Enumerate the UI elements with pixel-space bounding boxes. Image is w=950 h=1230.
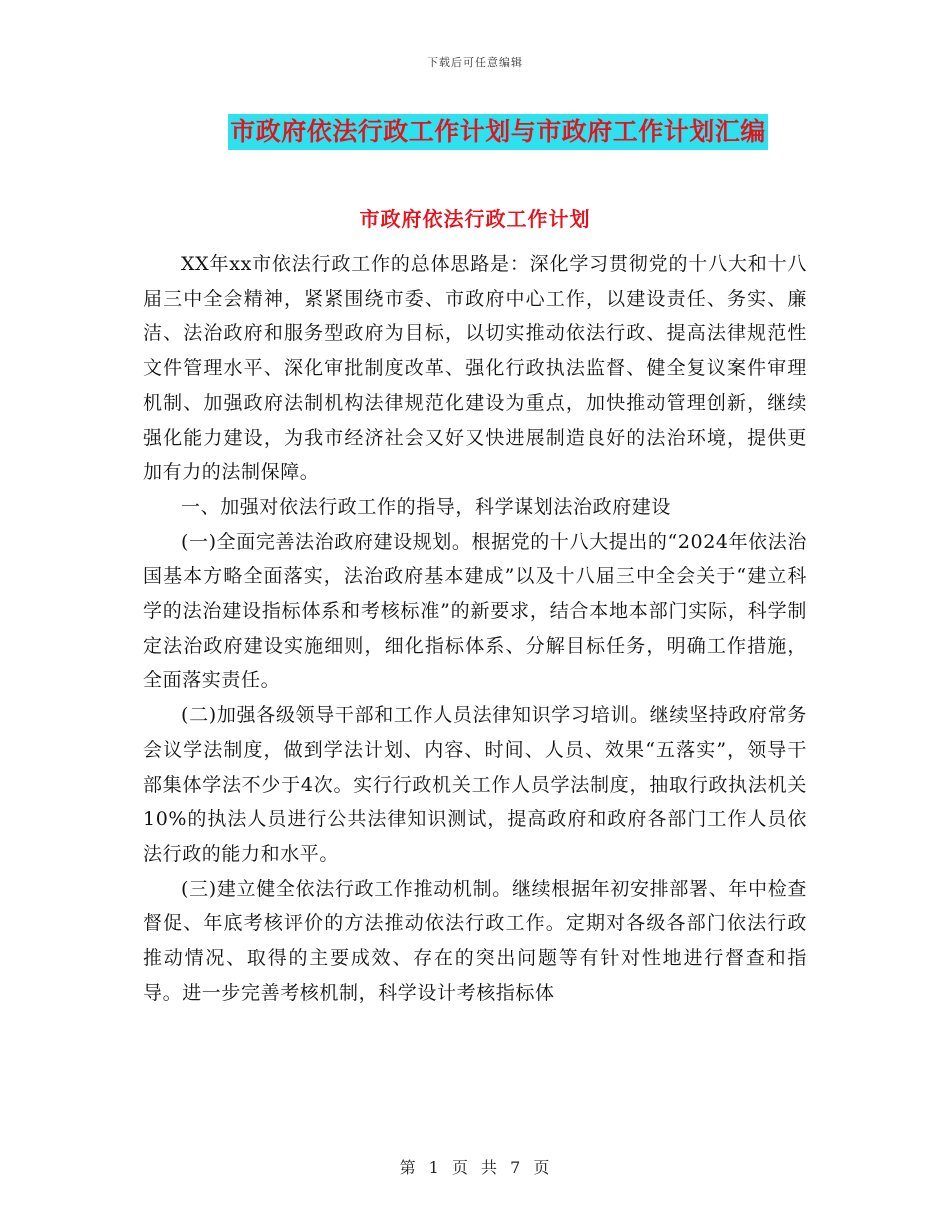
main-title-container bbox=[0, 114, 950, 150]
main-title: 市政府依法行政工作计划与市政府工作计划汇编 bbox=[228, 114, 768, 150]
paragraph-item-1: (一)全面完善法治政府建设规划。根据党的十八大提出的“2024年依法治国基本方略全面落实，法治政府基本建成”以及十八届三中全会关于“建立科学的法治建设指标体系和考核标准”的新要求，结合本地本部门实际，科学制定法治政府建设实施细则，细化指标体系、分解目标任务，明确工作措施，全面落实责任。 bbox=[143, 530, 807, 692]
paragraph-heading-1: 一、加强对依法行政工作的指导，科学谋划法治政府建设 bbox=[181, 495, 672, 518]
paragraph-item-3: (三)建立健全依法行政工作推动机制。继续根据年初安排部署、年中检查督促、年底考核评价的方法推动依法行政工作。定期对各级各部门依法行政推动情况、取得的主要成效、存在的突出问题等有针对性地进行督查和指导。进一步完善考核机制，科学设计考核指标体 bbox=[143, 877, 807, 1004]
body-text bbox=[143, 247, 807, 1010]
page-footer: 第 1 页 共 7 页 bbox=[399, 1158, 551, 1177]
section-title: 市政府依法行政工作计划 bbox=[359, 207, 591, 231]
paragraph-overview: XX年xx市依法行政工作的总体思路是：深化学习贯彻党的十八大和十八届三中全会精神，紧紧围绕市委、市政府中心工作，以建设责任、务实、廉洁、法治政府和服务型政府为目标，以切实推动依法行政、提高法律规范性文件管理水平、深化审批制度改革、强化行政执法监督、健全复议案件审理机制、加强政府法制机构法律规范化建设为重点，加快推动管理创新，继续强化能力建设，为我市经济社会又好又快进展制造良好的法治环境，提供更加有力的法制保障。 bbox=[143, 253, 807, 484]
header-note: 下载后可任意编辑 bbox=[427, 56, 523, 69]
paragraph-item-2: (二)加强各级领导干部和工作人员法律知识学习培训。继续坚持政府常务会议学法制度，做到学法计划、内容、时间、人员、效果“五落实”，领导干部集体学法不少于4次。实行行政机关工作人员学法制度，抽取行政执法机关10%的执法人员进行公共法律知识测试，提高政府和政府各部门工作人员依法行政的能力和水平。 bbox=[143, 704, 807, 865]
